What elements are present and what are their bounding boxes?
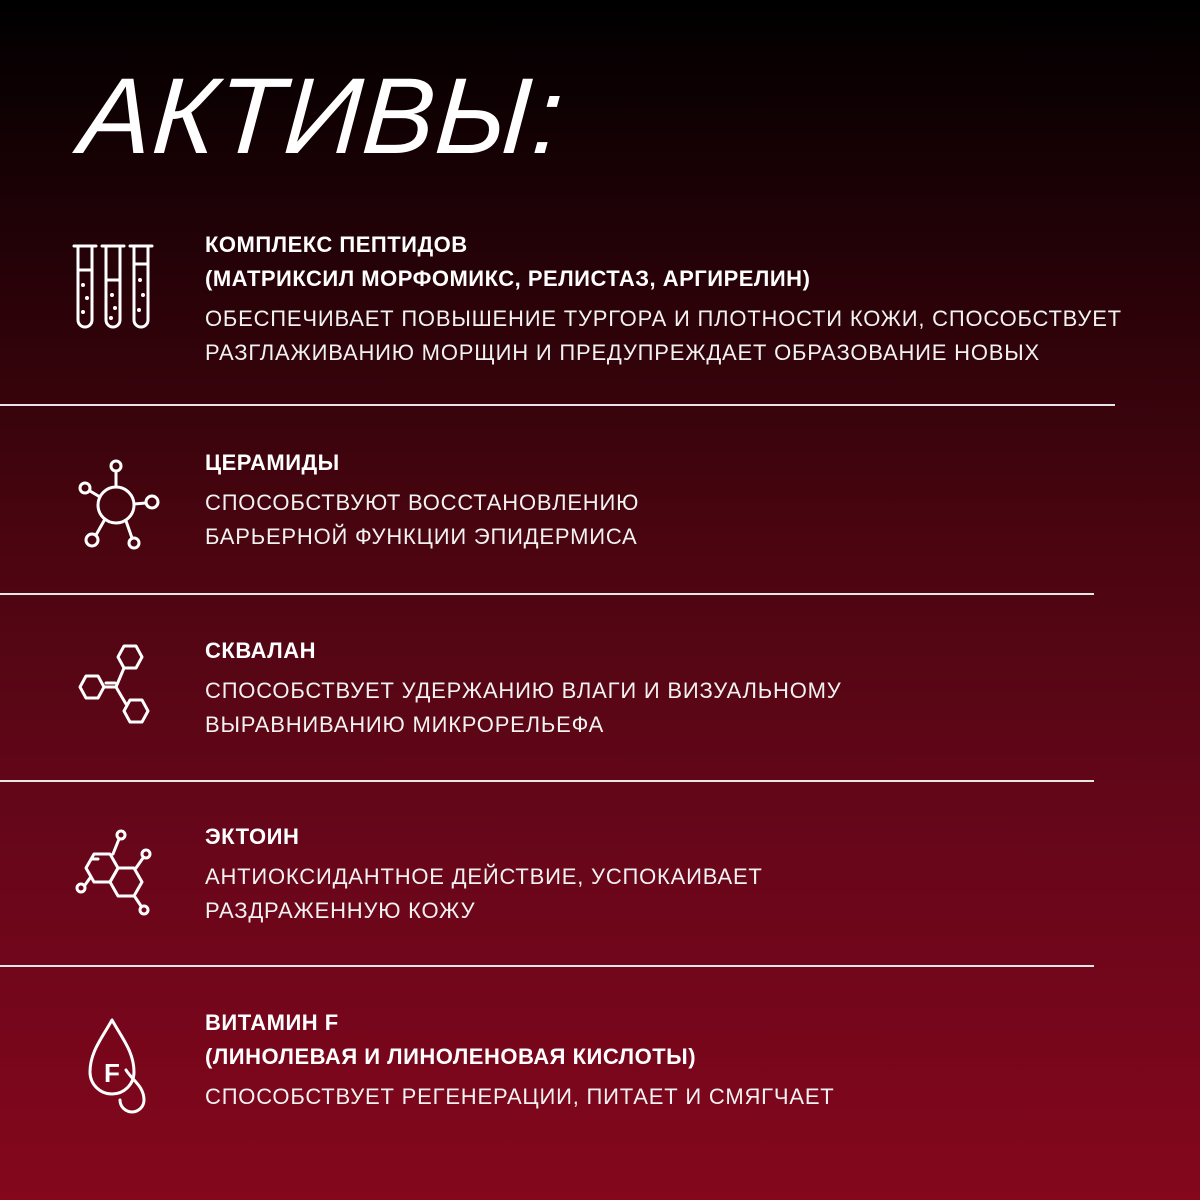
description-line: АНТИОКСИДАНТНОЕ ДЕЙСТВИЕ, УСПОКАИВАЕТ [205,864,763,889]
item-heading [205,820,1170,854]
description-line: СПОСОБСТВУЮТ ВОССТАНОВЛЕНИЮ [205,490,640,515]
item-heading [205,228,1170,296]
molecule-icon [68,458,168,558]
item-description [205,674,1170,742]
item-heading [205,446,1170,480]
heading-line: ВИТАМИН F [205,1010,339,1035]
drops-f-icon [68,1016,168,1116]
divider [0,593,1094,595]
description-line: РАЗДРАЖЕННУЮ КОЖУ [205,898,476,923]
item-heading [205,1006,1170,1074]
description-line: РАЗГЛАЖИВАНИЮ МОРЩИН И ПРЕДУПРЕЖДАЕТ ОБРАЗОВАНИЕ НОВЫХ [205,340,1040,365]
drop-letter: F [104,1058,120,1088]
item-heading [205,634,1170,668]
item-description [205,302,1170,370]
description-line: БАРЬЕРНОЙ ФУНКЦИИ ЭПИДЕРМИСА [205,524,638,549]
naphthalene-molecule-icon [68,826,168,926]
description-line: ВЫРАВНИВАНИЮ МИКРОРЕЛЬЕФА [205,712,605,737]
benzene-rings-icon [68,638,168,738]
heading-line: КОМПЛЕКС ПЕПТИДОВ [205,232,468,257]
heading-line: (ЛИНОЛЕВАЯ И ЛИНОЛЕНОВАЯ КИСЛОТЫ) [205,1044,697,1069]
description-line: СПОСОБСТВУЕТ РЕГЕНЕРАЦИИ, ПИТАЕТ И СМЯГЧАЕТ [205,1084,835,1109]
item-description [205,1080,1170,1114]
heading-line: (МАТРИКСИЛ МОРФОМИКС, РЕЛИСТАЗ, АРГИРЕЛИН) [205,266,811,291]
divider [0,965,1094,967]
item-description [205,486,1170,554]
description-line: ОБЕСПЕЧИВАЕТ ПОВЫШЕНИЕ ТУРГОРА И ПЛОТНОСТИ КОЖИ, СПОСОБСТВУЕТ [205,306,1122,331]
test-tubes-icon [68,240,168,340]
heading-line: ЭКТОИН [205,824,300,849]
item-description [205,860,1170,928]
heading-line: СКВАЛАН [205,638,316,663]
page-title: АКТИВЫ: [75,55,568,176]
divider [0,780,1094,782]
divider [0,404,1115,406]
heading-line: ЦЕРАМИДЫ [205,450,340,475]
description-line: СПОСОБСТВУЕТ УДЕРЖАНИЮ ВЛАГИ И ВИЗУАЛЬНОМУ [205,678,842,703]
